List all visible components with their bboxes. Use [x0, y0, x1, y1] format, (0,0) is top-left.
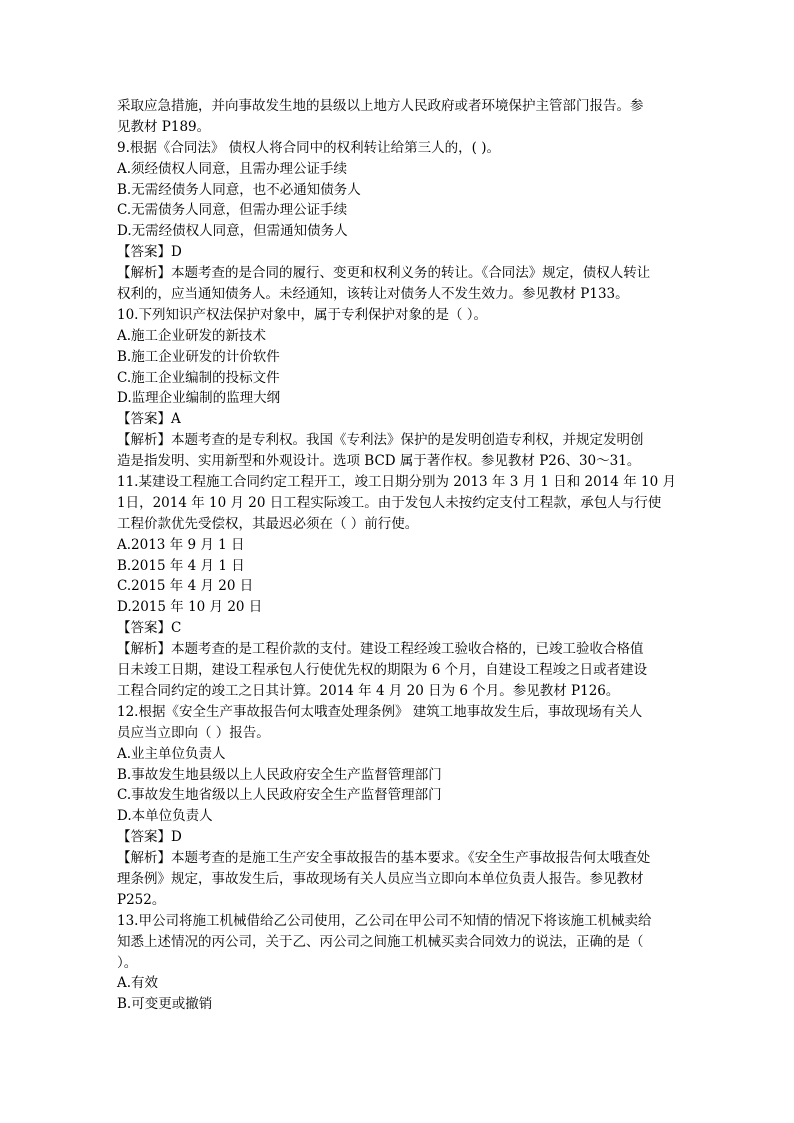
text-line: A.业主单位负责人	[117, 745, 226, 762]
text-line: ）。	[117, 954, 138, 971]
text-line: D.监理企业编制的监理大纲	[117, 390, 281, 407]
text-line: D.2015 年 10 月 20 日	[117, 599, 263, 616]
document-body	[117, 96, 677, 1015]
text-line: 工程合同约定的竣工之日其计算。2014 年 4 月 20 日为 6 个月。参见教材 P126。	[117, 682, 620, 699]
text-line: 员应当立即向（ ）报告。	[117, 724, 270, 741]
text-line: A.有效	[117, 975, 159, 992]
text-line: 权利的，应当通知债务人。未经通知，该转让对债务人不发生效力。参见教材 P133。	[117, 286, 629, 303]
text-line: B.无需经债务人同意，也不必通知债务人	[117, 181, 361, 198]
text-line: B.施工企业研发的计价软件	[117, 348, 280, 365]
text-line: 理条例》规定，事故发生后，事故现场有关人员应当立即向本单位负责人报告。参见教材	[117, 870, 644, 887]
text-line: B.可变更或撤销	[117, 996, 213, 1013]
text-line: 日未竣工日期，建设工程承包人行使优先权的期限为 6 个月，自建设工程竣之日或者建设	[117, 662, 648, 679]
text-line: 12.根据《安全生产事故报告何太哦查处理条例》 建筑工地事故发生后，事故现场有关人	[117, 703, 643, 720]
text-line: 【解析】本题考查的是工程价款的支付。建设工程经竣工验收合格的，已竣工验收合格值	[117, 641, 644, 658]
text-line: D.无需经债权人同意，但需通知债务人	[117, 223, 348, 240]
text-line: C.2015 年 4 月 20 日	[117, 578, 254, 595]
text-line: 13.甲公司将施工机械借给乙公司使用，乙公司在甲公司不知情的情况下将该施工机械卖给	[117, 912, 652, 929]
text-line: 10.下列知识产权法保护对象中，属于专利保护对象的是（ ）。	[117, 306, 488, 323]
text-line: C.事故发生地省级以上人民政府安全生产监督管理部门	[117, 787, 442, 804]
text-line: 【解析】本题考查的是专利权。我国《专利法》保护的是发明创造专利权，并规定发明创	[117, 432, 644, 449]
text-line: 【解析】本题考查的是合同的履行、变更和权利义务的转让。《合同法》规定，债权人转让	[117, 265, 651, 282]
text-line: 【答案】D	[117, 244, 182, 261]
text-line: 【答案】C	[117, 620, 182, 637]
text-line: A.2013 年 9 月 1 日	[117, 536, 245, 553]
text-line: 【解析】本题考查的是施工生产安全事故报告的基本要求。《安全生产事故报告何太哦查处	[117, 850, 651, 867]
text-line: D.本单位负责人	[117, 808, 213, 825]
text-line: 造是指发明、实用新型和外观设计。选项 BCD 属于著作权。参见教材 P26、30～31。	[117, 453, 641, 470]
text-line: P252。	[117, 891, 166, 908]
text-line: 工程价款优先受偿权，其最迟必须在（ ）前行使。	[117, 515, 419, 532]
text-line: B.事故发生地县级以上人民政府安全生产监督管理部门	[117, 766, 442, 783]
text-line: C.无需债务人同意，但需办理公证手续	[117, 202, 348, 219]
text-line: 见教材 P189。	[117, 118, 211, 135]
text-line: 1日，2014 年 10 月 20 日工程实际竣工。由于发包人未按约定支付工程款，承包人与行使	[117, 494, 662, 511]
text-line: 9.根据《合同法》 债权人将合同中的权利转让给第三人的，( )。	[117, 139, 500, 156]
text-line: A.须经债权人同意，且需办理公证手续	[117, 160, 348, 177]
text-line: 采取应急措施，并向事故发生地的县级以上地方人民政府或者环境保护主管部门报告。参	[117, 98, 644, 114]
text-line: B.2015 年 4 月 1 日	[117, 557, 245, 574]
text-line: A.施工企业研发的新技术	[117, 327, 267, 344]
text-line: 知悉上述情况的丙公司，关于乙、丙公司之间施工机械买卖合同效力的说法，正确的是（	[117, 933, 644, 950]
text-line: 【答案】D	[117, 829, 182, 846]
text-line: C.施工企业编制的投标文件	[117, 369, 280, 386]
text-line: 【答案】A	[117, 411, 181, 428]
text-line: 11.某建设工程施工合同约定工程开工，竣工日期分别为 2013 年 3 月 1 日和 2014 年 10 月	[117, 474, 676, 491]
